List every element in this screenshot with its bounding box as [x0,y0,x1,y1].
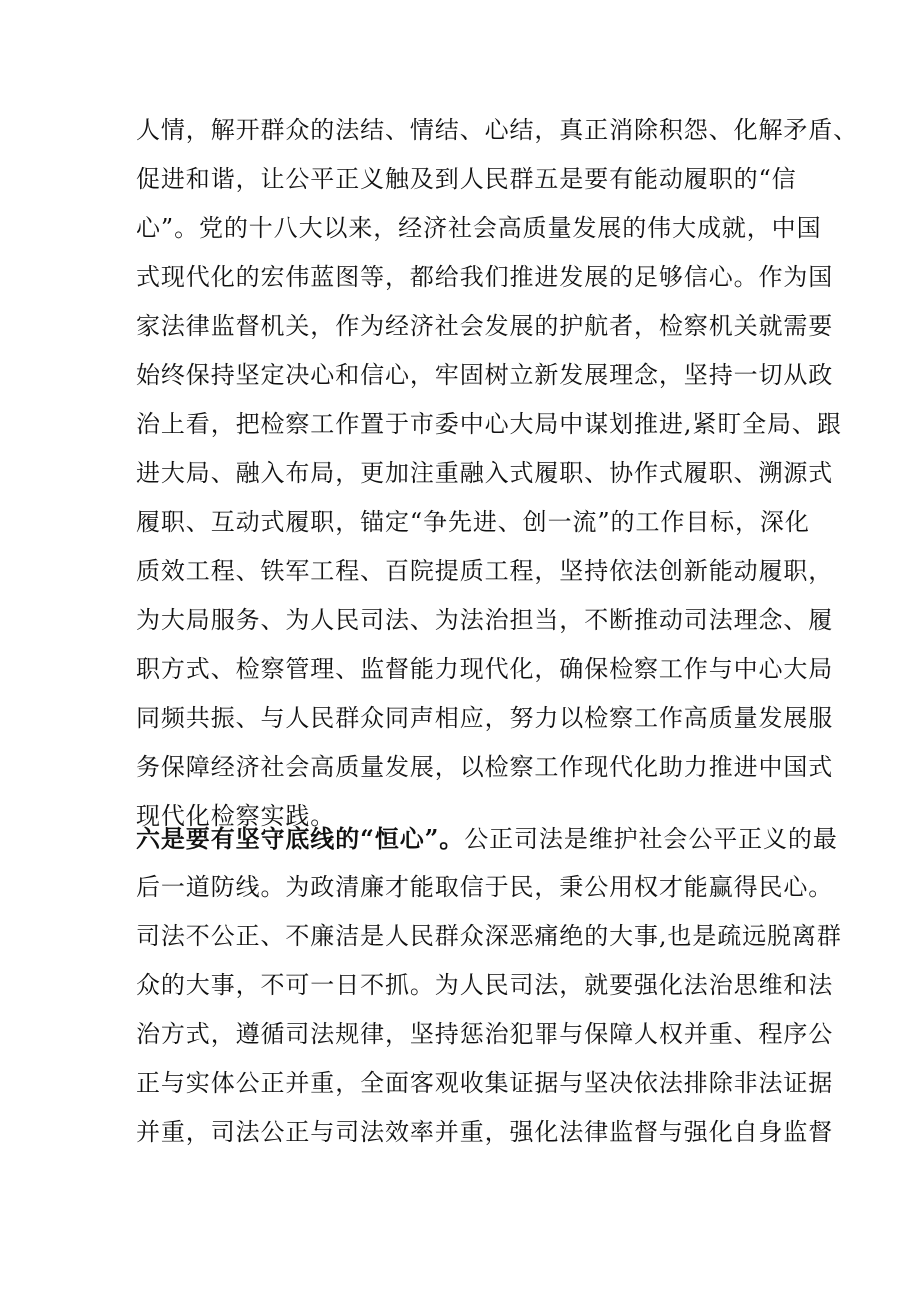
text-line: 治方式，遵循司法规律，坚持惩治犯罪与保障人权并重、程序公 [136,1020,834,1048]
text-line: 履职、互动式履职，锚定“争先进、创一流”的工作目标，深化 [136,508,810,536]
paragraph-2 [136,814,842,1157]
text-line: 式现代化的宏伟蓝图等，都给我们推进发展的足够信心。作为国 [136,263,834,291]
text-line: 治上看，把检察工作置于市委中心大局中谋划推进,紧盯全局、跟 [136,410,842,438]
text-line: 后一道防线。为政清廉才能取信于民，秉公用权才能赢得民心。 [136,873,834,901]
text-line: 心”。党的十八大以来，经济社会高质量发展的伟大成就，中国 [136,214,822,242]
text-line: 职方式、检察管理、监督能力现代化，确保检察工作与中心大局 [136,655,834,683]
paragraph-2-first-line [136,814,838,863]
text-line: 务保障经济社会高质量发展，以检察工作现代化助力推进中国式 [136,753,834,781]
text-line: 进大局、融入布局，更加注重融入式履职、协作式履职、溯源式 [136,459,834,487]
text-line: 众的大事，不可一日不抓。为人民司法，就要强化法治思维和法 [136,971,834,999]
heading-line-rest: 公正司法是维护社会公平正义的最 [464,825,838,853]
text-line: 正与实体公正并重，全面客观收集证据与坚决依法排除非法证据 [136,1069,834,1097]
text-line: 质效工程、铁军工程、百院提质工程，坚持依法创新能动履职， [136,557,834,585]
paragraph-heading: 六是要有坚守底线的“恒心”。 [136,824,465,853]
text-line: 始终保持坚定决心和信心，牢固树立新发展理念，坚持一切从政 [136,361,834,389]
text-line: 司法不公正、不廉洁是人民群众深恶痛绝的大事,也是疏远脱离群 [136,922,842,950]
text-line: 同频共振、与人民群众同声相应，努力以检察工作高质量发展服 [136,704,834,732]
paragraph-1 [136,106,859,841]
text-line: 为大局服务、为人民司法、为法治担当，不断推动司法理念、履 [136,606,834,634]
text-line: 现代化检察实践。 [136,802,336,830]
text-line: 人情，解开群众的法结、情结、心结，真正消除积怨、化解矛盾、 [136,116,859,144]
text-line: 并重，司法公正与司法效率并重，强化法律监督与强化自身监督 [136,1118,834,1146]
text-line: 家法律监督机关，作为经济社会发展的护航者，检察机关就需要 [136,312,834,340]
text-line: 促进和谐，让公平正义触及到人民群五是要有能动履职的“信 [136,165,797,193]
